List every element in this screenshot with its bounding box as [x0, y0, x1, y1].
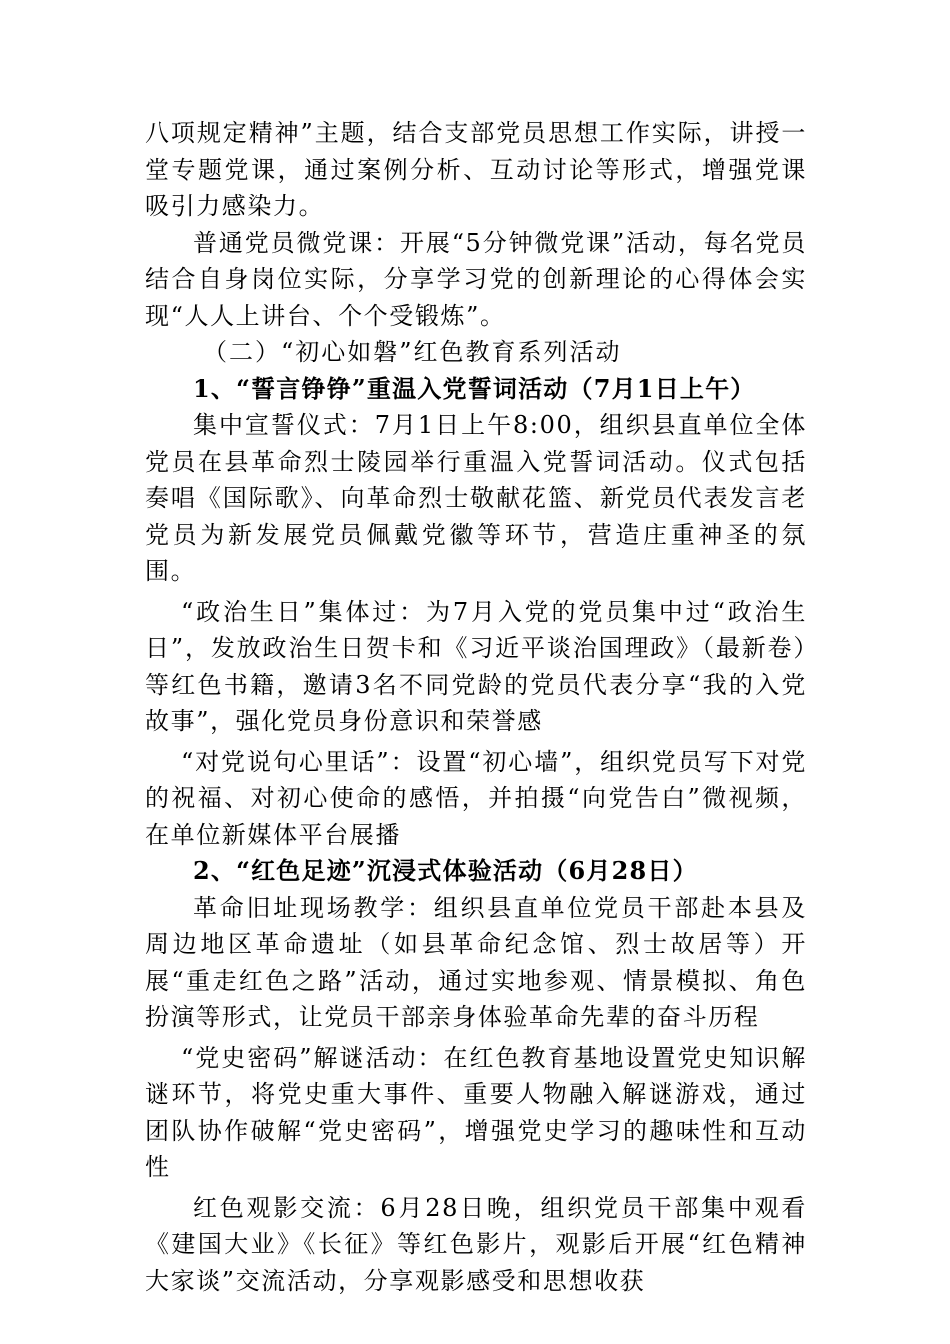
paragraph-political-birthday: “政治生日”集体过：为7月入党的党员集中过“政治生日”，发放政治生日贺卡和《习近平谈治国理政》（最新卷）等红色书籍，邀请3名不同党龄的党员代表分享“我的入党故事”，强化党员身份意识和荣誉感 — [145, 597, 807, 735]
paragraph-red-movie: 红色观影交流：6月28日晚，组织党员干部集中观看《建国大业》《长征》等红色影片，观影后开展“红色精神大家谈”交流活动，分享观影感受和思想收获 — [145, 1193, 807, 1295]
paragraph-site-teaching: 革命旧址现场教学：组织县直单位党员干部赴本县及周边地区革命遗址（如县革命纪念馆、烈士故居等）开展“重走红色之路”活动，通过实地参观、情景模拟、角色扮演等形式，让党员干部亲身体验革命先辈的奋斗历程 — [145, 893, 807, 1031]
activity-heading-oath: 1、“誓言铮铮”重温入党誓词活动（7月1日上午） — [193, 373, 756, 403]
paragraph-oath-ceremony: 集中宣誓仪式：7月1日上午8:00，组织县直单位全体党员在县革命烈士陵园举行重温入党誓词活动。仪式包括奏唱《国际歌》、向革命烈士敬献花篮、新党员代表发言老党员为新发展党员佩戴党徽等环节，营造庄重神圣的氛围。 — [145, 411, 807, 585]
paragraph-lecture-continuation: 八项规定精神”主题，结合支部党员思想工作实际，讲授一堂专题党课，通过案例分析、互动讨论等形式，增强党课吸引力感染力。 — [145, 119, 807, 220]
paragraph-history-puzzle: “党史密码”解谜活动：在红色教育基地设置党史知识解谜环节，将党史重大事件、重要人物融入解谜游戏，通过团队协作破解“党史密码”，增强党史学习的趣味性和互动性 — [145, 1043, 807, 1181]
activity-heading-red-footprints: 2、“红色足迹”沉浸式体验活动（6月28日） — [193, 856, 698, 885]
paragraph-heart-words: “对党说句心里话”：设置“初心墙”，组织党员写下对党的祝福、对初心使命的感悟，并拍摄“向党告白”微视频，在单位新媒体平台展播 — [145, 747, 807, 849]
paragraph-micro-lecture: 普通党员微党课：开展“5分钟微党课”活动，每名党员结合自身岗位实际，分享学习党的创新理论的心得体会实现“人人上讲台、个个受锻炼”。 — [145, 228, 807, 330]
document-body — [145, 115, 807, 1299]
section-heading-red-education: （二）“初心如磐”红色教育系列活动 — [203, 338, 622, 366]
